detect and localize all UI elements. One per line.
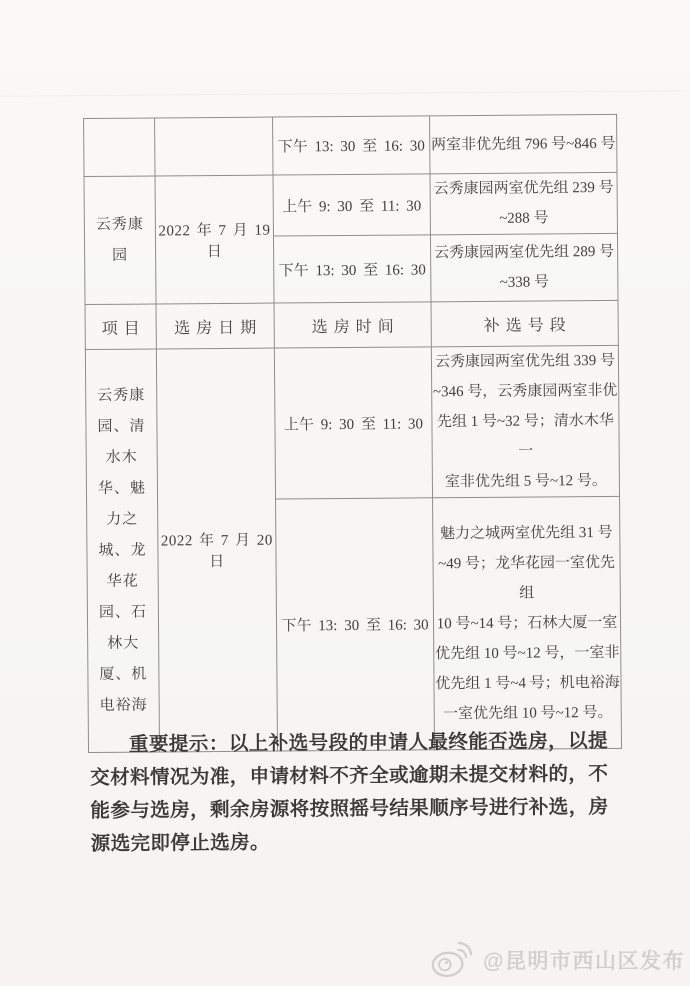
time-cell: 下午 13: 30 至 16: 30 xyxy=(273,116,430,175)
important-notice: 重要提示：以上补选号段的申请人最终能否选房，以提交材料情况为准，申请材料不齐全或逾期未提交材料的，不能参与选房，剩余房源将按照摇号结果顺序号进行补选，房源选完即停止选房。 xyxy=(90,730,609,856)
time-cell: 上午 9: 30 至 11: 30 xyxy=(274,347,432,499)
table-header-row xyxy=(85,300,618,349)
scan-artifact-line xyxy=(0,90,687,96)
header-time: 选房时间 xyxy=(274,302,431,348)
date-cell: 2022 年 7 月 19 日 xyxy=(155,175,274,304)
header-date: 选房日期 xyxy=(156,303,274,349)
project-cell: 云秀康 园 xyxy=(84,176,156,305)
header-number-range: 补选号段 xyxy=(431,300,618,346)
number-range-cell: 云秀康园两室优先组 339 号 ~346 号，云秀康园两室非优 先组 1 号~32 号；清水木华一 室非优先组 5 号~12 号。 xyxy=(431,345,619,497)
empty-date-cell xyxy=(155,117,273,176)
weibo-icon xyxy=(426,933,481,987)
number-range-cell: 云秀康园两室优先组 239 号 ~288 号 xyxy=(430,172,617,234)
header-project: 项目 xyxy=(85,304,156,350)
number-range-cell: 云秀康园两室优先组 289 号 ~338 号 xyxy=(430,233,618,301)
time-cell: 下午 13: 30 至 16: 30 xyxy=(276,498,435,751)
weibo-watermark xyxy=(428,936,685,984)
number-range-cell: 两室非优先组 796 号~846 号 xyxy=(430,114,617,173)
project-cell: 云秀康 园、清 水木 华、魅 力之 城、龙 华花 园、石 林大 厦、机 电裕海 xyxy=(85,349,159,753)
table-row xyxy=(84,114,617,176)
table-row xyxy=(85,345,619,500)
number-range-cell: 魅力之城两室优先组 31 号 ~49 号；龙华花园一室优先组 10 号~14 号；石林大厦一室 优先组 10 号~12 号，一室非 优先组 1 号~4 号；机电裕海 一室优先组 10 号~12 号。 xyxy=(433,496,622,749)
date-cell: 2022 年 7 月 20 日 xyxy=(156,348,277,752)
selection-schedule-table xyxy=(83,114,622,753)
empty-project-cell xyxy=(84,118,155,177)
table-row xyxy=(84,172,617,237)
watermark-account-text: @昆明市西山区发布 xyxy=(483,950,685,973)
time-cell: 上午 9: 30 至 11: 30 xyxy=(273,174,430,236)
time-cell: 下午 13: 30 至 16: 30 xyxy=(273,235,431,303)
